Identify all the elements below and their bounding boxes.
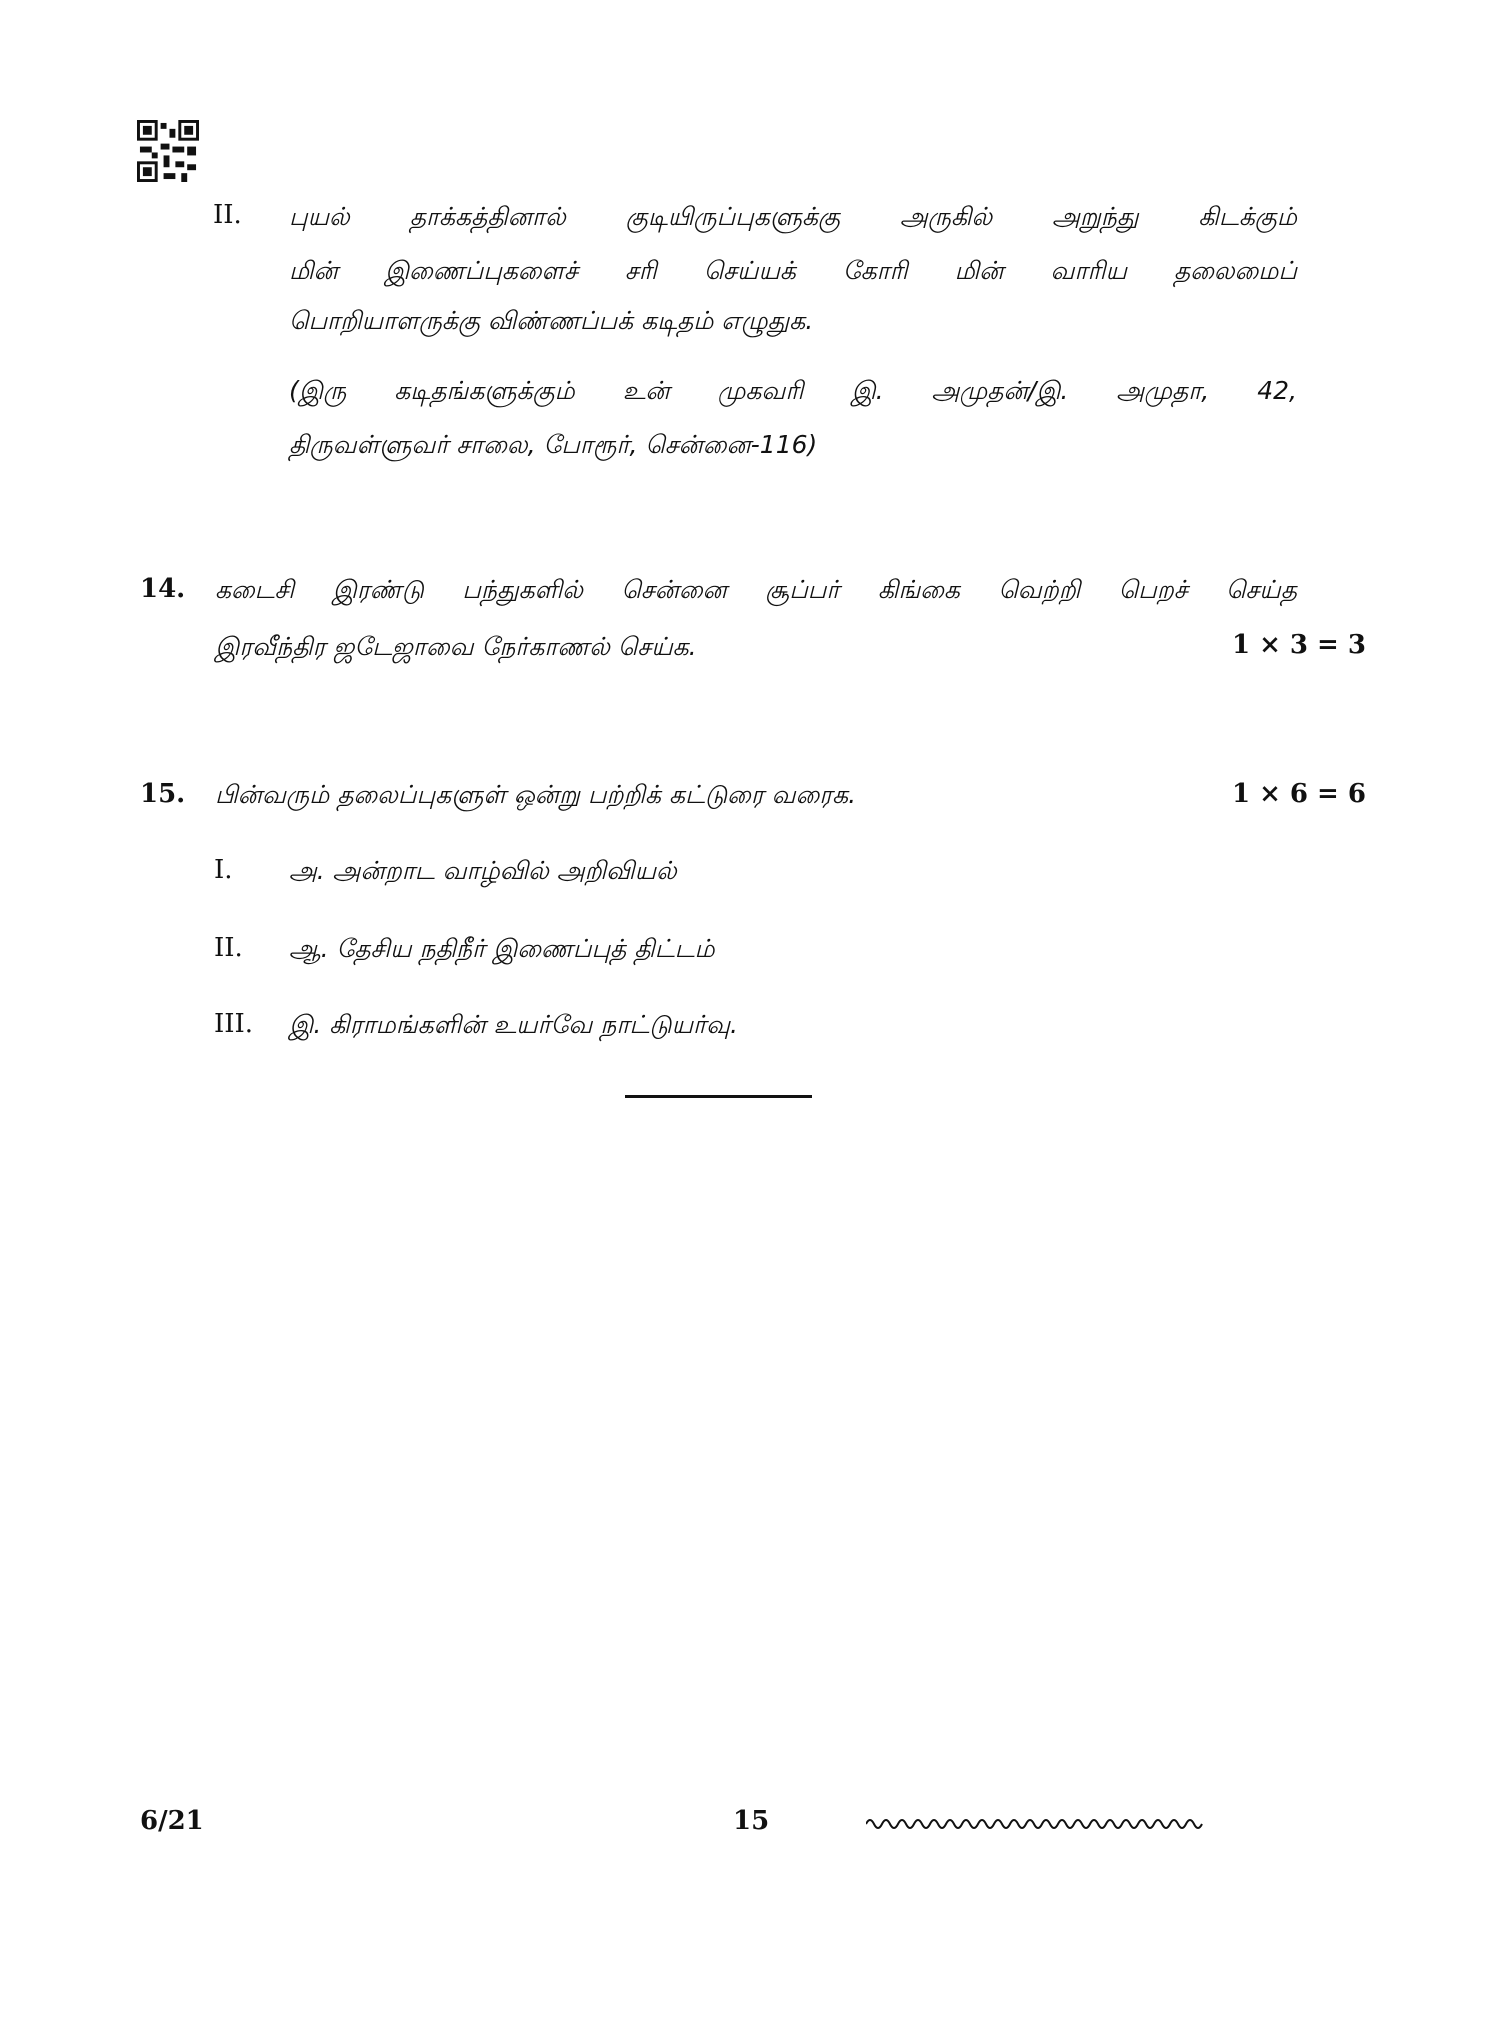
option-numeral: I. (214, 855, 233, 885)
question-text-line: கடைசி இரண்டு பந்துகளில் சென்னை சூப்பர் கிங்கை வெற்றி பெறச் செய்த (215, 575, 1297, 604)
option-text: இ. கிராமங்களின் உயர்வே நாட்டுயர்வு. (289, 1010, 738, 1039)
wavy-line-icon (866, 1814, 1204, 1830)
address-note-line: (இரு கடிதங்களுக்கும் உன் முகவரி இ. அமுதன்/இ. அமுதா, 42, (289, 376, 1297, 405)
option-text: அ. அன்றாட வாழ்வில் அறிவியல் (289, 856, 677, 885)
option-text-line: மின் இணைப்புகளைச் சரி செய்யக் கோரி மின் வாரிய தலைமைப் (289, 256, 1297, 285)
footer-code: 6/21 (140, 1806, 204, 1836)
page-number: 15 (733, 1806, 770, 1836)
option-numeral: III. (214, 1009, 254, 1039)
option-text: ஆ. தேசிய நதிநீர் இணைப்புத் திட்டம் (289, 934, 715, 963)
option-text-line: புயல் தாக்கத்தினால் குடியிருப்புகளுக்கு அருகில் அறுந்து கிடக்கும் (289, 202, 1297, 231)
question-marks: 1 × 3 = 3 (1231, 630, 1366, 660)
end-rule (625, 1095, 812, 1098)
question-text-line: இரவீந்திர ஜடேஜாவை நேர்காணல் செய்க. (215, 632, 697, 661)
question-number: 15. (140, 779, 186, 809)
question-marks: 1 × 6 = 6 (1231, 779, 1366, 809)
qr-code-icon (137, 120, 199, 182)
question-number: 14. (140, 574, 186, 604)
option-text-line: பொறியாளருக்கு விண்ணப்பக் கடிதம் எழுதுக. (289, 306, 814, 335)
address-note-line: திருவள்ளுவர் சாலை, போரூர், சென்னை-116) (289, 430, 818, 459)
option-numeral: II. (214, 933, 243, 963)
option-numeral: II. (213, 200, 242, 230)
question-text: பின்வரும் தலைப்புகளுள் ஒன்று பற்றிக் கட்டுரை வரைக. (215, 780, 857, 809)
